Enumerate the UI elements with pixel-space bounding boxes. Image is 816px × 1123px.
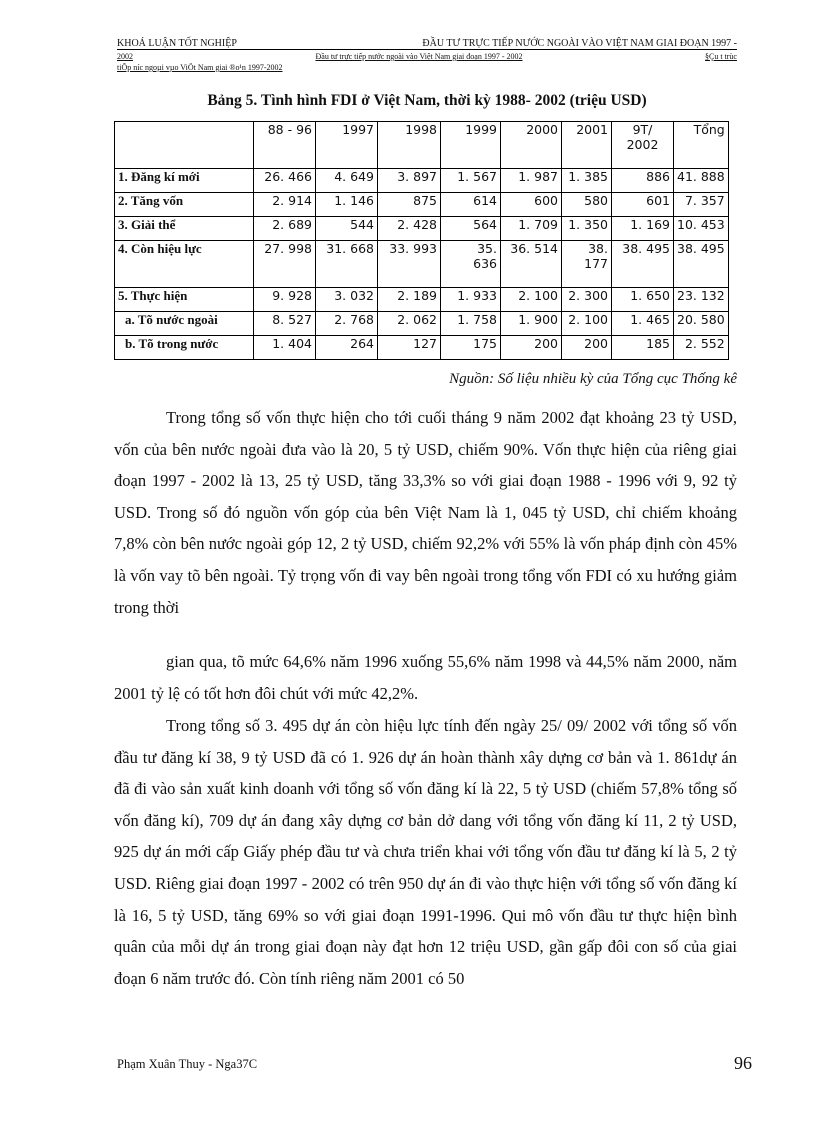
fdi-table — [114, 121, 729, 360]
table-source: Nguồn: Số liệu nhiều kỳ của Tổng cục Thống kê — [449, 371, 737, 387]
table-row — [115, 217, 729, 241]
table-cell: 8. 527 — [254, 312, 316, 336]
table-cell: 3. 897 — [378, 169, 441, 193]
table-cell: 580 — [562, 193, 612, 217]
table-cell: 1. 404 — [254, 336, 316, 360]
running-header-line3: tiÕp níc ngoµi vµo ViÖt Nam giai ®o¹n 1997-2002 — [117, 63, 283, 72]
table-cell: 10. 453 — [674, 217, 729, 241]
header-line2-mid: Đầu tư trực tiếp nước ngoài vào Việt Nam giai đoạn 1997 - 2002 — [315, 52, 523, 61]
table-cell: 2. 100 — [501, 288, 562, 312]
table-cell: 544 — [316, 217, 378, 241]
table-row — [115, 312, 729, 336]
header-right: ĐẦU TƯ TRỰC TIẾP NƯỚC NGOÀI VÀO VIỆT NAM GIAI ĐOẠN 1997 - — [422, 38, 737, 49]
table-cell: 1. 650 — [612, 288, 674, 312]
table-cell: 27. 998 — [254, 241, 316, 288]
column-header: 88 - 96 — [254, 122, 316, 169]
table-cell: 2. 914 — [254, 193, 316, 217]
table-cell: 23. 132 — [674, 288, 729, 312]
column-header: 1997 — [316, 122, 378, 169]
table-cell: 175 — [441, 336, 501, 360]
table-cell: 4. 649 — [316, 169, 378, 193]
table-row — [115, 288, 729, 312]
table-cell: 31. 668 — [316, 241, 378, 288]
running-header — [117, 38, 737, 50]
footer-author: Phạm Xuân Thuy - Nga37C — [117, 1057, 258, 1071]
table-cell: 1. 385 — [562, 169, 612, 193]
table-cell: 185 — [612, 336, 674, 360]
table-cell: 2. 768 — [316, 312, 378, 336]
table-cell: 600 — [501, 193, 562, 217]
table-cell: 127 — [378, 336, 441, 360]
row-label: 1. Đăng kí mới — [115, 169, 254, 193]
table-cell: 1. 169 — [612, 217, 674, 241]
header-line2-left: 2002 — [117, 52, 133, 61]
table-cell: 38. 495 — [674, 241, 729, 288]
row-label: 2. Tăng vốn — [115, 193, 254, 217]
table-cell: 564 — [441, 217, 501, 241]
table-cell: 1. 709 — [501, 217, 562, 241]
column-header: Tổng — [674, 122, 729, 169]
row-label: b. Tõ trong nước — [115, 336, 254, 360]
table-cell: 1. 987 — [501, 169, 562, 193]
table-cell: 200 — [562, 336, 612, 360]
column-header: 2000 — [501, 122, 562, 169]
table-cell: 1. 758 — [441, 312, 501, 336]
table-cell: 9. 928 — [254, 288, 316, 312]
table-row — [115, 193, 729, 217]
table-cell: 33. 993 — [378, 241, 441, 288]
table-cell: 200 — [501, 336, 562, 360]
table-cell: 875 — [378, 193, 441, 217]
table-cell: 2. 300 — [562, 288, 612, 312]
page-number: 96 — [734, 1053, 752, 1073]
table-cell: 2. 062 — [378, 312, 441, 336]
table-cell: 1. 900 — [501, 312, 562, 336]
column-header: 9T/ 2002 — [612, 122, 674, 169]
body-paragraph-3: Trong tổng số 3. 495 dự án còn hiệu lực tính đến ngày 25/ 09/ 2002 với tổng số vốn đầu tư đăng kí 38, 9 tỷ USD đã có 1. 926 dự án hoàn thành xây dựng cơ bản và 1. 861dự án đã đi vào sản xuất kinh doanh với tổng số vốn đăng kí là 22, 5 tỷ USD (chiếm 57,8% tổng số vốn đăng kí), 709 dự án đang xây dựng cơ bản dở dang với tổng vốn đăng kí 11, 2 tỷ USD, 925 dự án mới cấp Giấy phép đầu tư và chưa triển khai với tổng vốn đầu tư đăng kí là 5, 2 tỷ USD. Riêng giai đoạn 1997 - 2002 có trên 950 dự án đi vào thực hiện với tổng số vốn đăng kí là 16, 5 tỷ USD, tăng 69% so với giai đoạn 1991-1996. Qui mô vốn đầu tư thực hiện bình quân của mỗi dự án trong giai đoạn này đạt hơn 12 triệu USD, gần gấp đôi con số của giai đoạn 6 năm trước đó. Còn tính riêng năm 2001 có 50 — [114, 716, 737, 988]
table-cell: 3. 032 — [316, 288, 378, 312]
table-cell: 2. 689 — [254, 217, 316, 241]
table-cell: 264 — [316, 336, 378, 360]
table-cell: 36. 514 — [501, 241, 562, 288]
table-cell: 7. 357 — [674, 193, 729, 217]
table-cell: 2. 552 — [674, 336, 729, 360]
body-paragraph-2: gian qua, tõ mức 64,6% năm 1996 xuống 55,6% năm 1998 và 44,5% năm 2000, năm 2001 tỷ lệ có tốt hơn đôi chút với mức 42,2%. — [114, 652, 737, 703]
table-row — [115, 169, 729, 193]
table-header-row — [115, 122, 729, 169]
table-cell: 2. 100 — [562, 312, 612, 336]
table-cell: 1. 933 — [441, 288, 501, 312]
running-header-line2 — [117, 52, 737, 62]
table-cell: 1. 567 — [441, 169, 501, 193]
table-cell: 1. 146 — [316, 193, 378, 217]
table-cell: 1. 465 — [612, 312, 674, 336]
column-header: 2001 — [562, 122, 612, 169]
table-cell: 2. 189 — [378, 288, 441, 312]
table-row — [115, 241, 729, 288]
table-cell: 614 — [441, 193, 501, 217]
row-label: 5. Thực hiện — [115, 288, 254, 312]
row-label: a. Tõ nước ngoài — [115, 312, 254, 336]
table-cell: 26. 466 — [254, 169, 316, 193]
header-line2-right: §Çu t trùc — [704, 52, 737, 61]
table-cell: 1. 350 — [562, 217, 612, 241]
table-cell: 35. 636 — [441, 241, 501, 288]
table-cell: 41. 888 — [674, 169, 729, 193]
row-label: 3. Giải thể — [115, 217, 254, 241]
column-header: 1999 — [441, 122, 501, 169]
header-left: KHOÁ LUẬN TỐT NGHIỆP — [117, 38, 237, 49]
table-cell: 2. 428 — [378, 217, 441, 241]
row-label: 4. Còn hiệu lực — [115, 241, 254, 288]
body-paragraph-1: Trong tổng số vốn thực hiện cho tới cuối tháng 9 năm 2002 đạt khoảng 23 tỷ USD, vốn của bên nước ngoài đưa vào là 20, 5 tỷ USD, chiếm 90%. Vốn thực hiện của riêng giai đoạn 1997 - 2002 là 13, 25 tỷ USD, tăng 33,3% so với giai đoạn 1988 - 1996 với 9, 92 tỷ USD. Trong số đó nguồn vốn góp của bên Việt Nam là 1, 045 tỷ USD, chỉ chiếm khoảng 7,8% còn bên nước ngoài góp 12, 2 tỷ USD, chiếm 92,2% với 55% là vốn pháp định còn 45% là vốn vay tõ bên ngoài. Tỷ trọng vốn đi vay bên ngoài trong tổng vốn FDI có xu hướng giảm trong thời — [114, 408, 737, 617]
table-cell: 886 — [612, 169, 674, 193]
column-header: 1998 — [378, 122, 441, 169]
table-cell: 601 — [612, 193, 674, 217]
table-row — [115, 336, 729, 360]
table-cell: 20. 580 — [674, 312, 729, 336]
table-corner-cell — [115, 122, 254, 169]
table-cell: 38. 495 — [612, 241, 674, 288]
table-caption: Bảng 5. Tình hình FDI ở Việt Nam, thời kỳ 1988- 2002 (triệu USD) — [207, 92, 647, 109]
table-cell: 38. 177 — [562, 241, 612, 288]
